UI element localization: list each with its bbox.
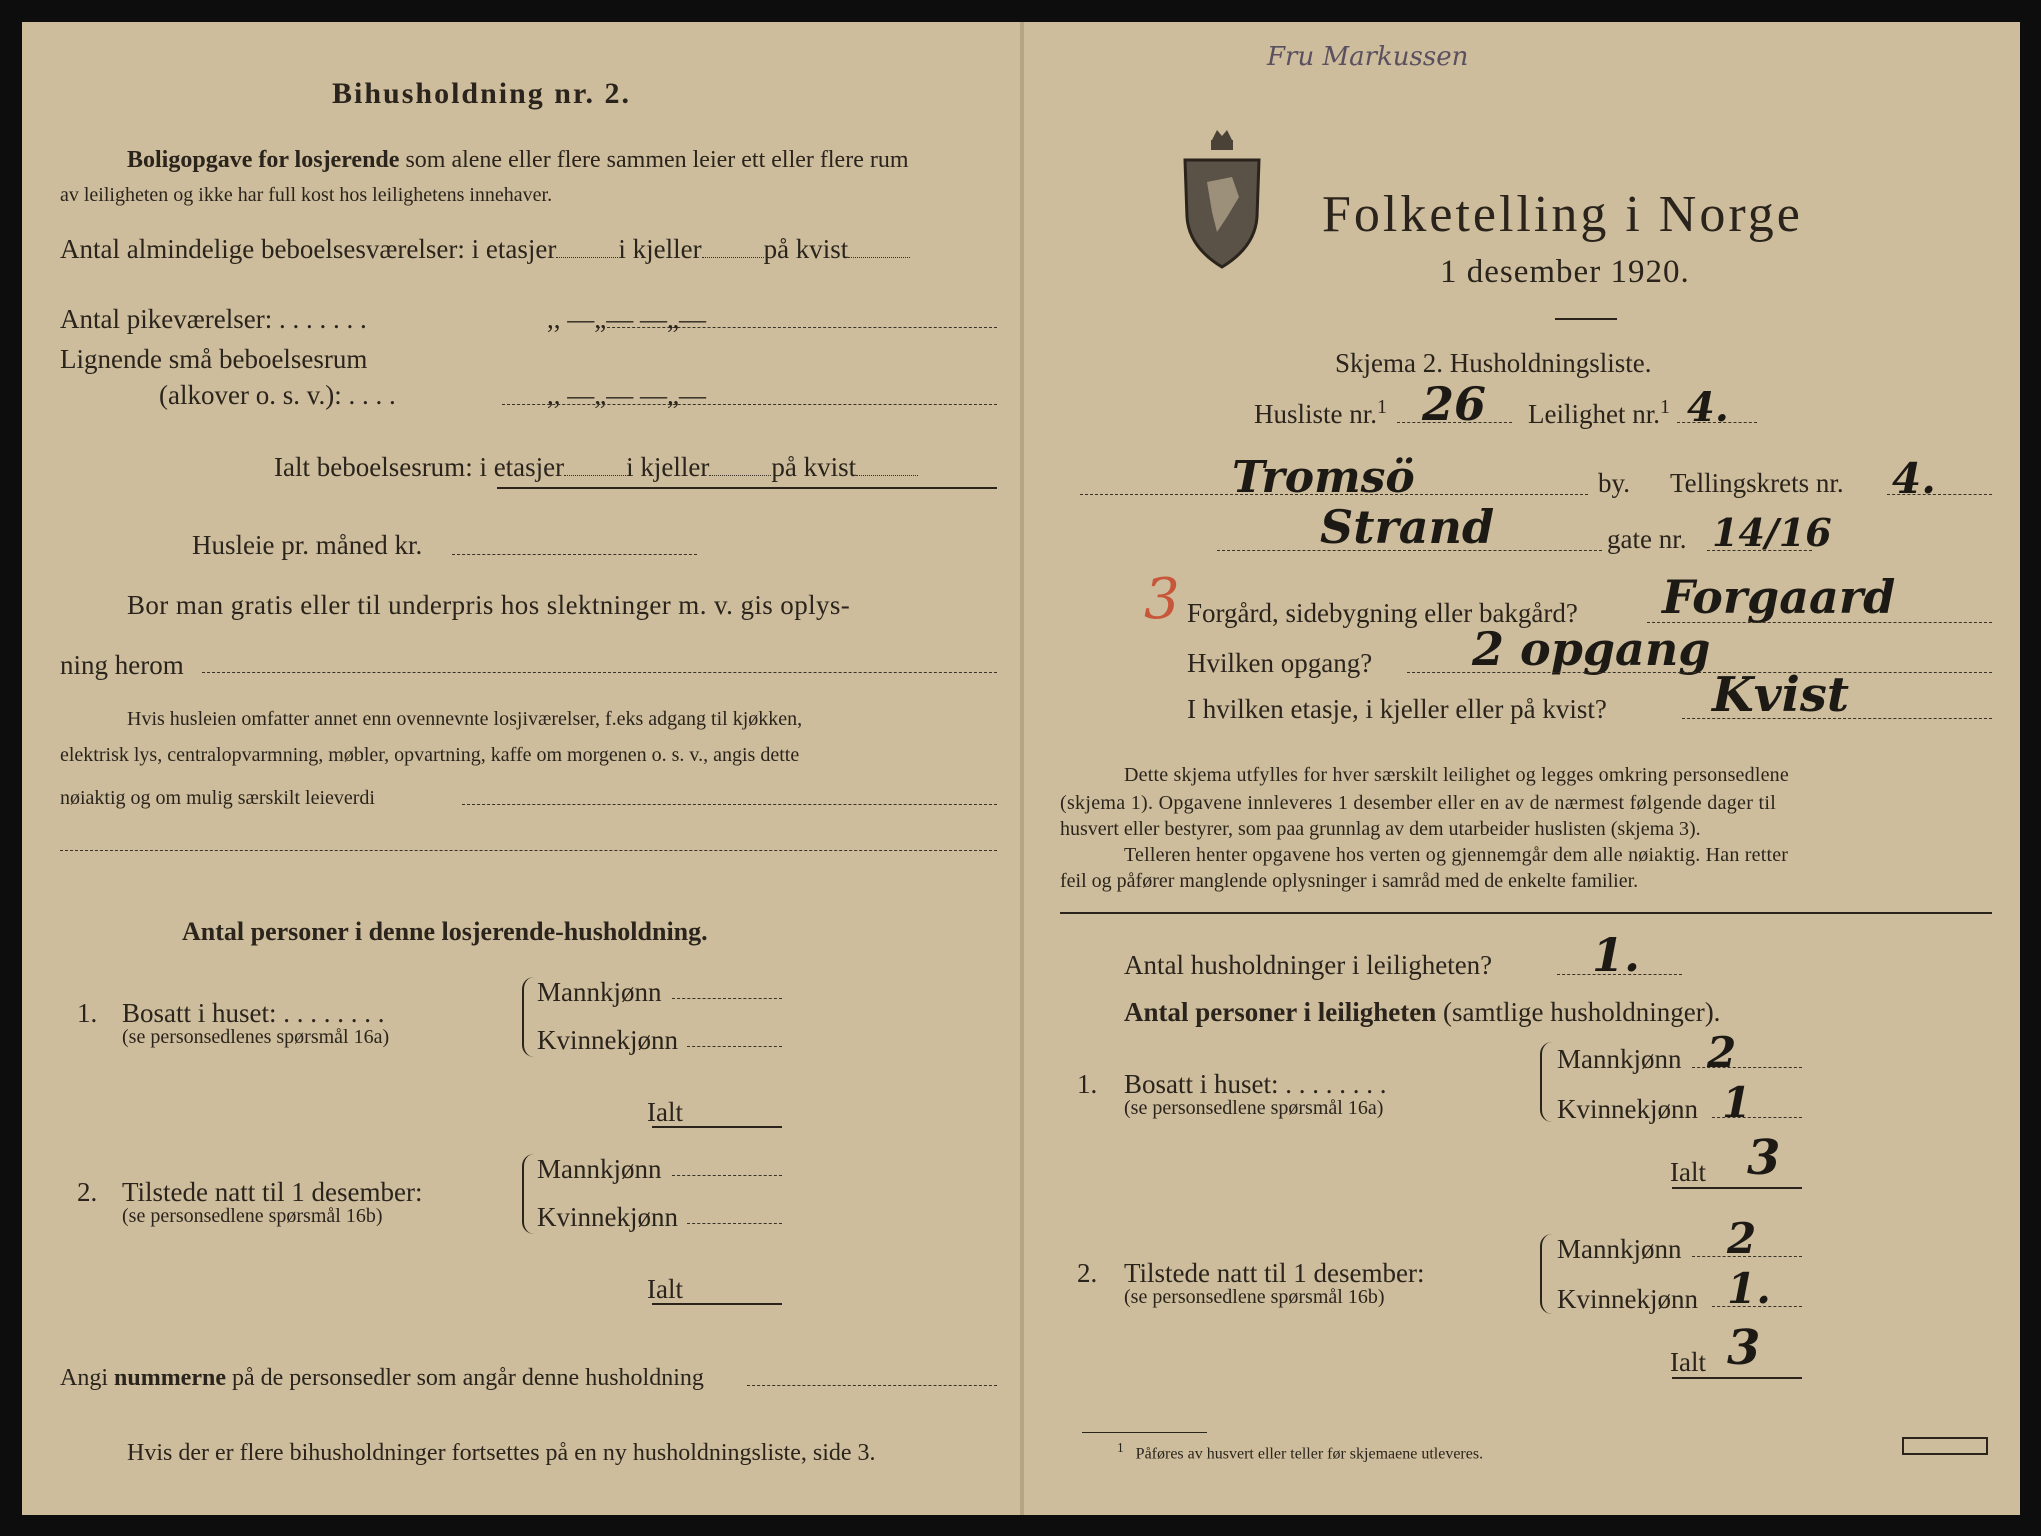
r-q1-kvinne-label: Kvinnekjønn [1557,1094,1698,1124]
antal-hush-value: 1. [1592,928,1641,982]
top-handwriting: Fru Markussen [1267,42,1469,72]
angi-post: på de personsedler som angår denne husholdning [231,1365,704,1391]
r-q1-kvinne-value: 1 [1722,1078,1752,1127]
rooms-kjeller: i kjeller [618,234,702,264]
r-q2-ialt-value: 3 [1727,1320,1761,1376]
q1-num: 1. [77,998,98,1028]
intro-rest: som alene eller flere sammen leier ett eller flere rum [405,147,909,173]
husliste-value: 26 [1422,377,1487,431]
etasje-value: Kvist [1712,667,1850,723]
printer-stamp [1902,1437,1988,1455]
info-line-4: Telleren henter opgavene hos verten og gjennemgår dem alle nøiaktig. Han retter [1124,844,1789,866]
angi-bold: nummerne [114,1365,226,1391]
gate-label: gate nr. [1607,524,1687,554]
r-q2-sub: (se personsedlene spørsmål 16b) [1124,1286,1385,1308]
r-q1-mann-label: Mannkjønn [1557,1044,1682,1074]
r-q1-num: 1. [1077,1069,1098,1099]
antal-pers-bold: Antal personer i leiligheten [1124,997,1437,1027]
info-line-1: Dette skjema utfylles for hver særskilt leilighet og legges omkring personsedlene [1124,764,1789,786]
opgang-label: Hvilken opgang? [1187,648,1373,678]
skjema-label: Skjema 2. Husholdningsliste. [1335,348,1652,378]
q1-kvinne: Kvinnekjønn [537,1025,678,1055]
q2-mann: Mannkjønn [537,1154,662,1184]
husleie-label: Husleie pr. måned kr. [192,530,423,560]
q2-label: Tilstede natt til 1 desember: [122,1177,423,1207]
r-q1-sub: (se personsedlene spørsmål 16a) [1124,1097,1384,1119]
leilighet-value: 4. [1687,384,1729,431]
rooms-row [60,234,910,265]
antal-heading: Antal personer i denne losjerende-husholdning. [182,917,708,946]
form-title: Folketelling i Norge [1322,186,1803,243]
by-label: by. [1598,468,1630,498]
antal-pers-rest: (samtlige husholdninger). [1442,997,1721,1027]
r-q1-ialt-label: Ialt [1670,1157,1706,1187]
r-q2-kvinne-label: Kvinnekjønn [1557,1284,1698,1314]
q1-sub: (se personsedlenes spørsmål 16a) [122,1026,390,1048]
flere-note: Hvis der er flere bihusholdninger fortsettes på en ny husholdningsliste, side 3. [127,1440,876,1466]
forgard-label: Forgård, sidebygning eller bakgård? [1187,598,1578,628]
info-rule [1060,912,1992,914]
gate-value: 14/16 [1712,510,1832,555]
ialt-rooms-underline [497,487,997,489]
intro-line-1 [127,147,909,174]
q1-mann: Mannkjønn [537,977,662,1007]
pike-line [597,327,997,328]
pike-label: Antal pikeværelser: . . . . . . . [60,304,367,334]
r-q2-mann-value: 2 [1727,1214,1757,1263]
r-q1-brace [1540,1042,1552,1122]
info-line-2: (skjema 1). Opgavene innleveres 1 desember eller en av de nærmest følgende dager til [1060,792,1777,814]
q1-brace [522,977,534,1057]
census-form-sheet [22,22,2020,1515]
street-value: Strand [1320,500,1495,554]
lignende-line-1: Lignende små beboelsesrum [60,344,368,374]
q2-sub: (se personsedlene spørsmål 16b) [122,1205,383,1227]
coat-of-arms-icon [1177,122,1267,277]
rooms-kvist: på kvist [763,234,849,264]
bor-line [202,672,997,673]
lignende-line-2: (alkover o. s. v.): . . . . [159,380,396,410]
footnote: $^1$ Påføres av husvert eller teller før skjemaene utleveres. [1117,1440,1484,1463]
q2-kvinne: Kvinnekjønn [537,1202,678,1232]
hvis-line [462,804,997,805]
ialt-rooms-row [274,452,918,483]
hvis-line-3: nøiaktig og om mulig særskilt leieverdi [60,787,375,809]
q2-ialt: Ialt [647,1274,683,1304]
q2-num: 2. [77,1177,98,1207]
r-q2-mann-label: Mannkjønn [1557,1234,1682,1264]
r-q2-kvinne-value: 1. [1727,1264,1771,1313]
angi-pre: Angi [60,1365,108,1391]
opgang-value: 2 opgang [1472,622,1711,676]
forgard-value: Forgaard [1662,570,1896,624]
info-line-3: husvert eller bestyrer, som paa grunnlag av dem utarbeider huslisten (skjema 3). [1060,818,1701,840]
bor-line-1: Bor man gratis eller til underpris hos slektninger m. v. gis oplys- [127,590,851,620]
q2-brace [522,1154,534,1234]
hvis-line-2: elektrisk lys, centralopvarmning, møbler, opvartning, kaffe om morgenen o. s. v., angis dette [60,744,800,766]
rooms-label: Antal almindelige beboelsesværelser: i etasjer [60,234,557,264]
antal-pers-row [1124,997,1720,1028]
hvis-line-1: Hvis husleien omfatter annet enn ovennevnte losjiværelser, f.eks adgang til kjøkken, [127,708,803,730]
q1-ialt: Ialt [647,1097,683,1127]
r-q2-label: Tilstede natt til 1 desember: [1124,1258,1425,1288]
info-line-5: feil og påfører manglende oplysninger i samråd med de enkelte familier. [1060,870,1639,892]
title-rule [1555,318,1617,320]
ialt-rooms-label: Ialt beboelsesrum: i etasjer [274,452,565,482]
bor-line-2: ning herom [60,650,184,680]
husleie-line [452,554,697,555]
pike-marks: ,, —„— —„— [547,304,706,334]
right-page-husholdningsliste [1022,22,2020,1515]
left-page-bihusholdning [22,22,1022,1515]
r-q1-mann-value: 2 [1707,1028,1737,1077]
antal-hush-label: Antal husholdninger i leiligheten? [1124,950,1493,980]
ialt-kjeller: i kjeller [626,452,710,482]
blank-line [60,850,997,851]
intro-line-2: av leiligheten og ikke har full kost hos leilighetens innehaver. [60,184,553,206]
r-q1-ialt-value: 3 [1747,1130,1781,1186]
lignende-line [502,404,997,405]
footnote-rule [1082,1432,1207,1433]
lignende-marks: ,, —„— —„— [547,380,706,410]
r-q2-brace [1540,1234,1552,1314]
krets-value: 4. [1892,454,1936,503]
r-q2-ialt-label: Ialt [1670,1347,1706,1377]
angi-row [60,1365,704,1392]
left-title: Bihusholdning nr. 2. [332,77,632,110]
city-value: Tromsö [1232,452,1415,503]
r-q2-num: 2. [1077,1258,1098,1288]
etasje-label: I hvilken etasje, i kjeller eller på kvist? [1187,694,1607,724]
husliste-label: Husliste nr.$^1$ [1254,396,1388,429]
krets-label: Tellingskrets nr. [1670,468,1844,498]
intro-bold: Boligopgave for losjerende [127,147,400,173]
leilighet-label: Leilighet nr.$^1$ [1528,396,1670,429]
form-date: 1 desember 1920. [1440,254,1690,290]
q1-label: Bosatt i huset: . . . . . . . . [122,998,385,1028]
r-q1-label: Bosatt i huset: . . . . . . . . [1124,1069,1387,1099]
ialt-kvist: på kvist [771,452,857,482]
red-mark: 3 [1144,567,1180,632]
